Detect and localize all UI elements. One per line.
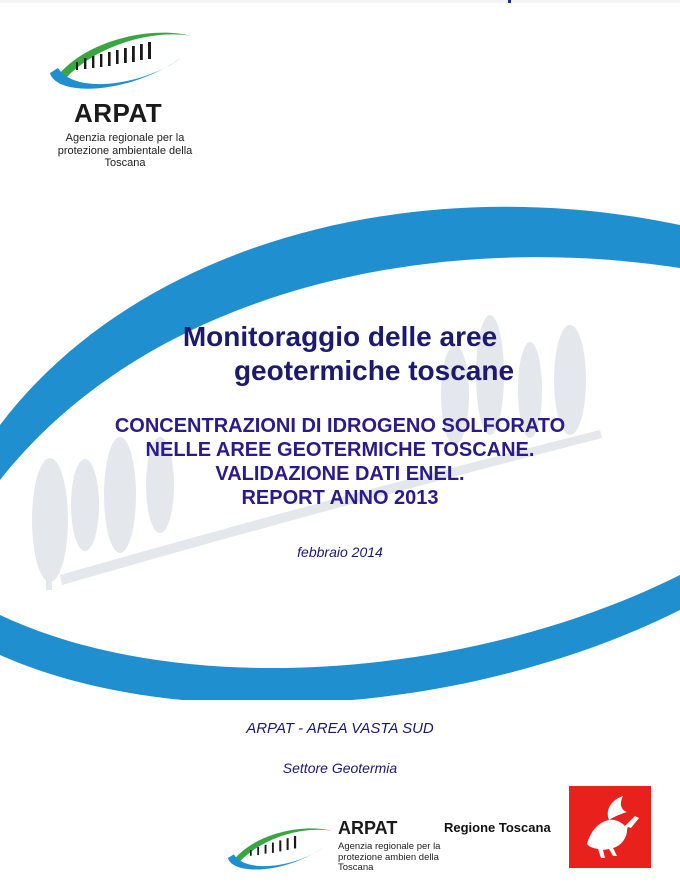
report-date: febbraio 2014 [297,544,383,560]
regione-toscana-label: Regione Toscana [444,820,551,835]
top-rule [0,0,680,3]
subtitle-line: NELLE AREE GEOTERMICHE TOSCANE. [145,439,535,461]
main-title-line: geotermiche toscane [233,355,515,386]
arpat-logo-name: ARPAT [74,98,163,128]
subtitle-line: REPORT ANNO 2013 [241,487,439,509]
regione-toscana-emblem [569,786,651,868]
pegasus-icon [569,786,651,868]
arpat-logo-icon [46,18,196,98]
footer-arpat-name: ARPAT [338,818,398,838]
main-title-line: Monitoraggio delle aree [182,321,498,352]
top-mark [508,0,511,3]
arpat-header-logo [40,18,200,178]
report-subtitle [0,414,680,510]
main-title [0,320,680,388]
arpat-logo-subtitle: Agenzia regionale per la protezione ambientale della Toscana [57,132,193,169]
subtitle-line: VALIDAZIONE DATI ENEL. [215,463,465,485]
footer-arpat-subtitle: Agenzia regionale per la protezione ambien della Toscana [338,841,441,873]
arpat-footer-logo-icon [225,812,335,882]
subtitle-line: CONCENTRAZIONI DI IDROGENO SOLFORATO [114,415,566,437]
department-label: ARPAT - AREA VASTA SUD [246,720,434,737]
arpat-footer-logo [225,808,445,892]
sector-label: Settore Geotermia [282,760,398,776]
